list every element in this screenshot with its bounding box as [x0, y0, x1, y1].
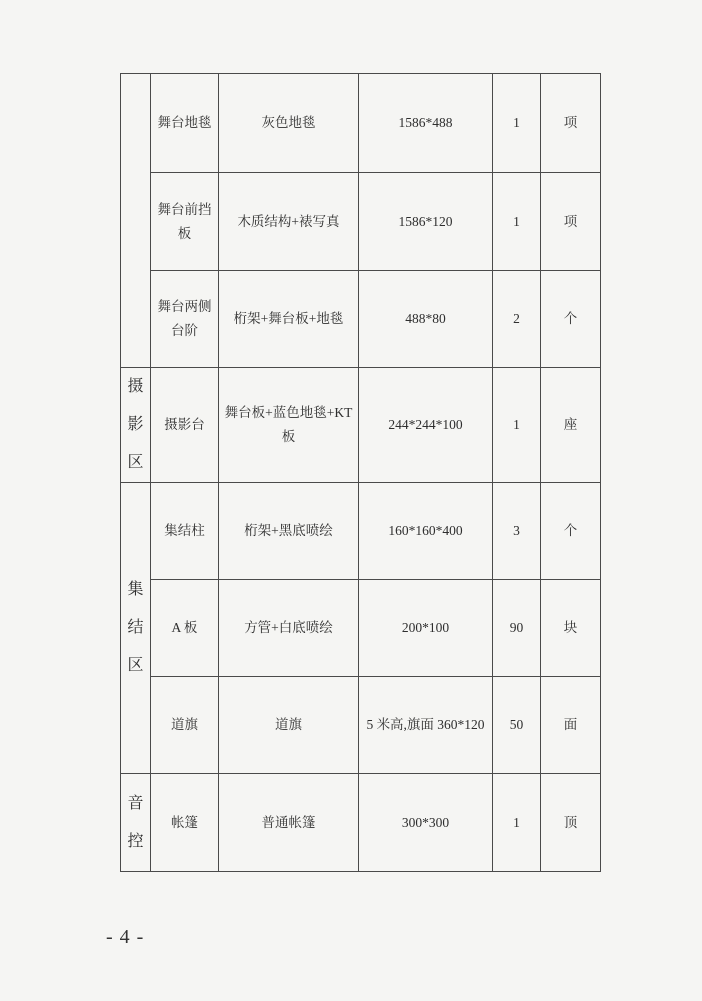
quantity-cell: 1 — [493, 368, 541, 483]
item-cell: 帐篷 — [151, 774, 219, 872]
unit-cell: 个 — [541, 483, 601, 580]
unit-cell: 个 — [541, 271, 601, 368]
size-cell: 244*244*100 — [359, 368, 493, 483]
unit-cell: 项 — [541, 173, 601, 271]
table-row — [121, 173, 601, 271]
size-cell: 488*80 — [359, 271, 493, 368]
zone-label: 摄影区 — [127, 378, 144, 471]
table-row — [121, 774, 601, 872]
zone-label: 音控 — [127, 794, 144, 850]
item-cell: 集结柱 — [151, 483, 219, 580]
size-cell: 1586*120 — [359, 173, 493, 271]
zone-cell-continued — [121, 74, 151, 368]
material-cell: 舞台板+蓝色地毯+KT板 — [219, 368, 359, 483]
material-cell: 木质结构+裱写真 — [219, 173, 359, 271]
item-cell: 舞台前挡板 — [151, 173, 219, 271]
zone-cell-photo — [121, 368, 151, 483]
zone-cell-sound-control — [121, 774, 151, 872]
material-cell: 灰色地毯 — [219, 74, 359, 173]
quantity-cell: 1 — [493, 774, 541, 872]
quantity-cell: 2 — [493, 271, 541, 368]
zone-label: 集结区 — [127, 581, 144, 674]
table-row — [121, 271, 601, 368]
page-number: - 4 - — [106, 926, 145, 948]
table-row — [121, 677, 601, 774]
unit-cell: 块 — [541, 580, 601, 677]
size-cell: 5 米高,旗面 360*120 — [359, 677, 493, 774]
table-row — [121, 580, 601, 677]
size-cell: 1586*488 — [359, 74, 493, 173]
quantity-cell: 90 — [493, 580, 541, 677]
quantity-cell: 3 — [493, 483, 541, 580]
zone-cell-assembly — [121, 483, 151, 774]
material-cell: 桁架+黑底喷绘 — [219, 483, 359, 580]
size-cell: 200*100 — [359, 580, 493, 677]
equipment-table — [120, 73, 601, 872]
unit-cell: 顶 — [541, 774, 601, 872]
item-cell: 道旗 — [151, 677, 219, 774]
size-cell: 160*160*400 — [359, 483, 493, 580]
unit-cell: 项 — [541, 74, 601, 173]
unit-cell: 面 — [541, 677, 601, 774]
table-row — [121, 368, 601, 483]
table-row — [121, 74, 601, 173]
item-cell: 舞台两侧台阶 — [151, 271, 219, 368]
quantity-cell: 50 — [493, 677, 541, 774]
unit-cell: 座 — [541, 368, 601, 483]
table-row — [121, 483, 601, 580]
item-cell: A 板 — [151, 580, 219, 677]
quantity-cell: 1 — [493, 173, 541, 271]
item-cell: 摄影台 — [151, 368, 219, 483]
material-cell: 桁架+舞台板+地毯 — [219, 271, 359, 368]
size-cell: 300*300 — [359, 774, 493, 872]
material-cell: 道旗 — [219, 677, 359, 774]
item-cell: 舞台地毯 — [151, 74, 219, 173]
quantity-cell: 1 — [493, 74, 541, 173]
material-cell: 普通帐篷 — [219, 774, 359, 872]
material-cell: 方管+白底喷绘 — [219, 580, 359, 677]
